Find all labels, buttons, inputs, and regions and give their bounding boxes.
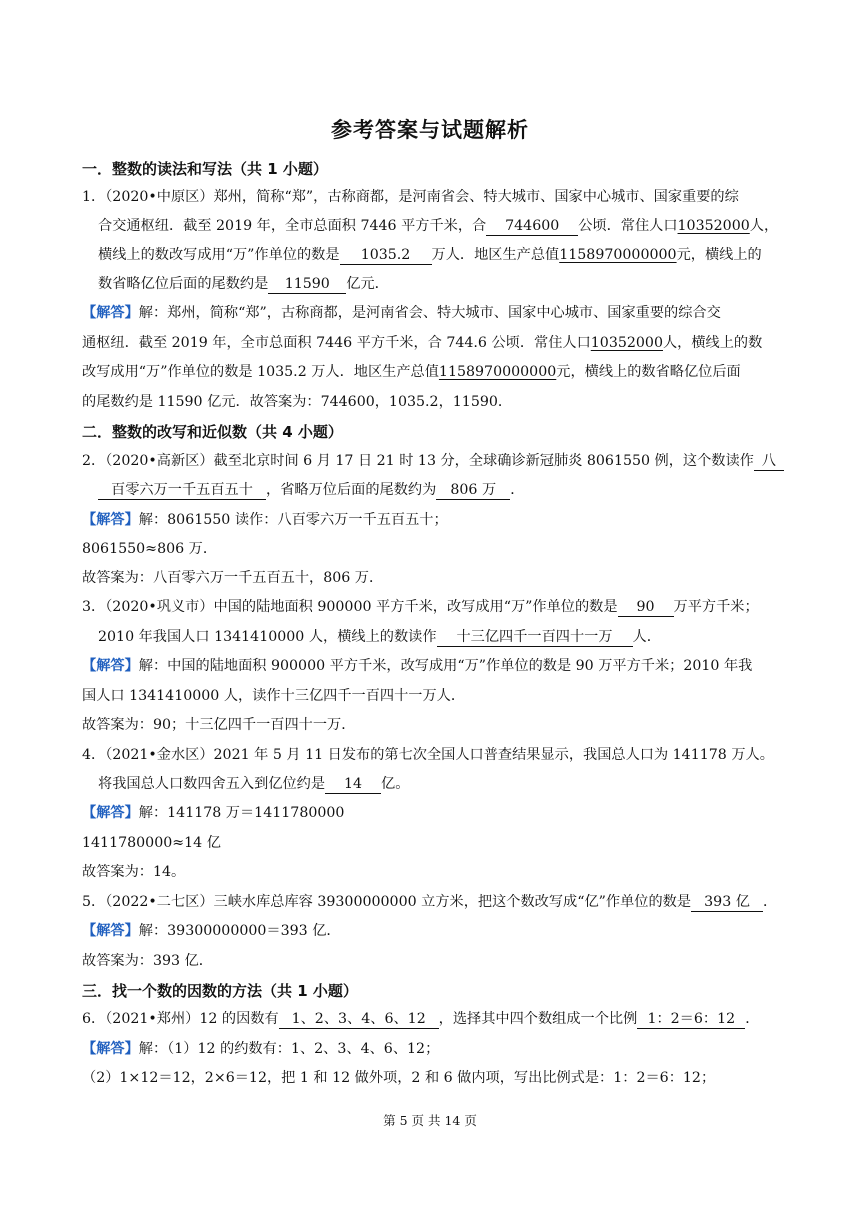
answer-blank: 八 bbox=[754, 452, 784, 471]
q4-answer-3: 故答案为：14。 bbox=[82, 864, 186, 880]
answer-blank: 393 亿 bbox=[691, 893, 763, 912]
q6-answer-2: （2）1×12＝12，2×6＝12，把 1 和 12 做外项，2 和 6 做内项，写出比例式是：1：2＝6：12； bbox=[82, 1070, 716, 1086]
answer-blank: 十三亿四千一百四十一万 bbox=[437, 628, 633, 647]
q3-answer-3: 故答案为：90；十三亿四千一百四十一万． bbox=[82, 717, 356, 733]
answer-blank: 90 bbox=[618, 598, 674, 617]
q6-answer-1: 【解答】解：（1）12 的约数有：1、2、3、4、6、12； bbox=[82, 1041, 440, 1057]
underlined-number: 1158970000000 bbox=[559, 247, 677, 263]
q1-answer-1: 【解答】解：郑州，简称“郑”，古称商都，是河南省会、特大城市、国家中心城市、国家重要的综合交 bbox=[82, 305, 721, 321]
q2-line-2: 百零六万一千五百五十 ，省略万位后面的尾数约为 806 万 ． bbox=[98, 480, 524, 500]
underlined-number: 10352000 bbox=[677, 218, 750, 234]
answer-blank: 1：2＝6：12 bbox=[637, 1010, 745, 1029]
q4-line-1: 4．（2021•金水区）2021 年 5 月 11 日发布的第七次全国人口普查结果显示，我国总人口为 141178 万人。 bbox=[82, 747, 774, 763]
q3-line-2: 2010 年我国人口 1341410000 人，横线上的数读作 十三亿四千一百四十一万 人． bbox=[98, 629, 661, 645]
answer-blank: 11590 bbox=[268, 275, 346, 294]
q1-answer-2: 通枢纽．截至 2019 年，全市总面积 7446 平方千米，合 744.6 公顷．常住人口10352000人，横线上的数 bbox=[82, 335, 763, 351]
q1-answer-3: 改写成用“万”作单位的数是 1035.2 万人．地区生产总值1158970000000元，横线上的数省略亿位后面 bbox=[82, 364, 741, 380]
q1-line-2: 合交通枢纽．截至 2019 年，全市总面积 7446 平方千米，合 744600 公顷．常住人口10352000人， bbox=[98, 218, 779, 234]
q2-line-1: 2．（2020•高新区）截至北京时间 6 月 17 日 21 时 13 分，全球确诊新冠肺炎 8061550 例，这个数读作 八 bbox=[82, 451, 784, 471]
q3-line-1: 3．（2020•巩义市）中国的陆地面积 900000 平方千米，改写成用“万”作单位的数是 90 万平方千米； bbox=[82, 599, 759, 615]
answer-blank: 1035.2 bbox=[340, 246, 432, 265]
q2-answer-2: 8061550≈806 万． bbox=[82, 541, 218, 557]
page-title: 参考答案与试题解析 bbox=[331, 118, 529, 142]
answer-blank: 744600 bbox=[486, 217, 578, 236]
q5-line-1: 5．（2022•二七区）三峡水库总库容 39300000000 立方米，把这个数改写成“亿”作单位的数是 393 亿 ． bbox=[82, 894, 778, 910]
q3-answer-1: 【解答】解：中国的陆地面积 900000 平方千米，改写成用“万”作单位的数是 90 万平方千米；2010 年我 bbox=[82, 658, 753, 674]
q5-answer-1: 【解答】解：39300000000＝393 亿． bbox=[82, 923, 341, 939]
underlined-number: 10352000 bbox=[590, 335, 663, 351]
answer-tag: 【解答】 bbox=[82, 923, 139, 939]
section-heading-2: 二．整数的改写和近似数（共 4 小题） bbox=[82, 423, 343, 441]
answer-blank: 百零六万一千五百五十 bbox=[98, 481, 266, 500]
q1-line-4: 数省略亿位后面的尾数约是 11590 亿元． bbox=[98, 276, 389, 292]
underlined-number: 1158970000000 bbox=[438, 364, 557, 380]
q4-line-2: 将我国总人口数四舍五入到亿位约是 14 亿。 bbox=[98, 776, 410, 792]
answer-tag: 【解答】 bbox=[82, 1041, 139, 1057]
q1-line-1: 1．（2020•中原区）郑州，简称“郑”，古称商都，是河南省会、特大城市、国家中心城市、国家重要的综 bbox=[82, 189, 739, 205]
q1-answer-4: 的尾数约是 11590 亿元．故答案为：744600，1035.2，11590． bbox=[82, 394, 513, 410]
q3-answer-2: 国人口 1341410000 人，读作十三亿四千一百四十一万人． bbox=[82, 688, 466, 704]
answer-blank: 806 万 bbox=[436, 481, 510, 500]
q2-answer-3: 故答案为：八百零六万一千五百五十，806 万． bbox=[82, 570, 384, 586]
q1-line-3: 横线上的数改写成用“万”作单位的数是 1035.2 万人．地区生产总值1158970000000元，横线上的 bbox=[98, 247, 762, 263]
section-heading-1: 一．整数的读法和写法（共 1 小题） bbox=[82, 160, 328, 178]
q5-answer-2: 故答案为：393 亿． bbox=[82, 953, 213, 969]
answer-blank: 1、2、3、4、6、12 bbox=[279, 1010, 439, 1029]
answer-tag: 【解答】 bbox=[82, 512, 139, 528]
section-heading-3: 三．找一个数的因数的方法（共 1 小题） bbox=[82, 982, 358, 1000]
page-footer: 第 5 页 共 14 页 bbox=[383, 1113, 477, 1128]
answer-tag: 【解答】 bbox=[82, 658, 139, 674]
q4-answer-2: 1411780000≈14 亿 bbox=[82, 835, 221, 851]
answer-blank: 14 bbox=[325, 775, 381, 794]
q6-line-1: 6．（2021•郑州）12 的因数有 1、2、3、4、6、12 ，选择其中四个数组成一个比例 1：2＝6：12 ． bbox=[82, 1011, 760, 1027]
q2-answer-1: 【解答】解：8061550 读作：八百零六万一千五百五十； bbox=[82, 512, 448, 528]
answer-tag: 【解答】 bbox=[82, 805, 139, 821]
q4-answer-1: 【解答】解：141178 万＝1411780000 bbox=[82, 805, 345, 821]
answer-tag: 【解答】 bbox=[82, 305, 139, 321]
